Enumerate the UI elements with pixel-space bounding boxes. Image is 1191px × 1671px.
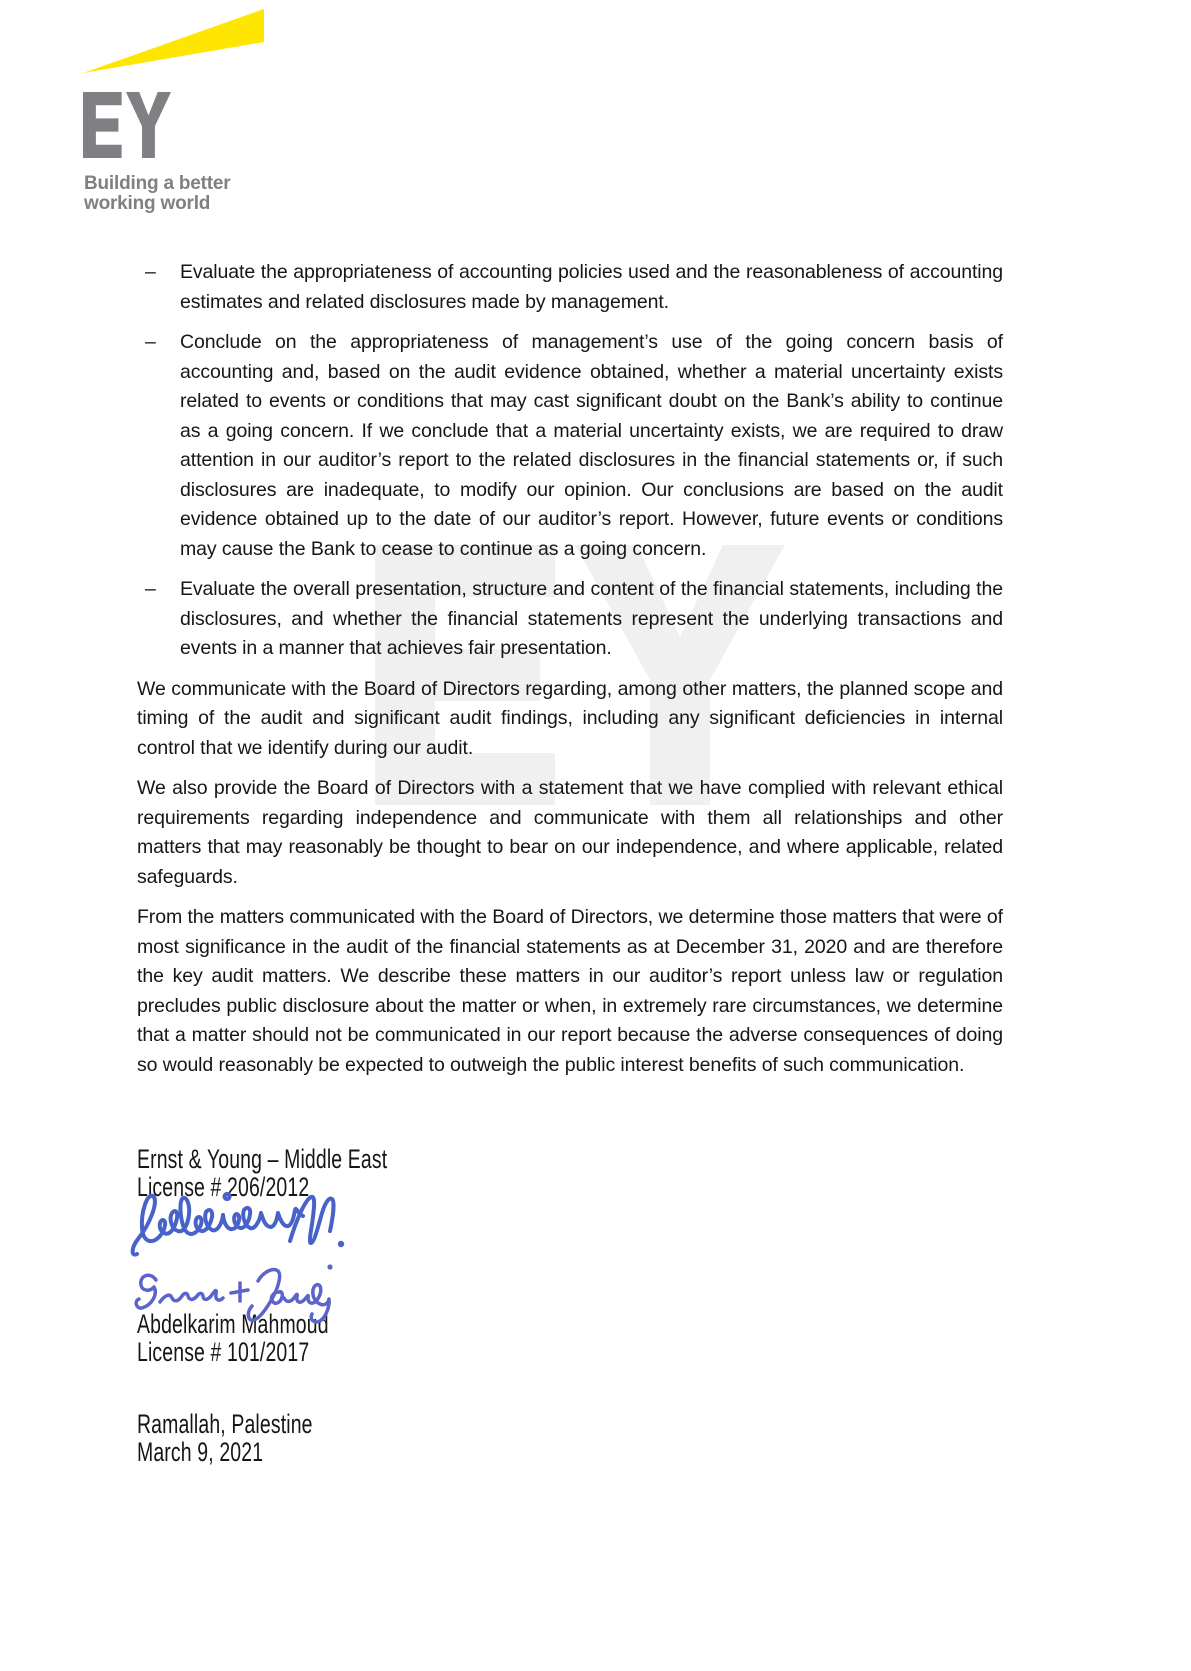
signoff-location: Ramallah, Palestine xyxy=(137,1409,313,1439)
paragraph-independence-statement: We also provide the Board of Directors with a statement that we have complied with relevant ethical requirements regarding independence and communicate with them all relationships and other matters that may reasonably be thought to bear on our independence, and where applicable, related safeguards. xyxy=(137,777,1003,888)
signoff-date: March 9, 2021 xyxy=(137,1437,264,1467)
bullet-item-going-concern xyxy=(137,328,1003,564)
bullet-text: Evaluate the appropriateness of accounting policies used and the reasonableness of accounting estimates and related disclosures made by management. xyxy=(180,261,1003,313)
signoff-location-block xyxy=(137,1410,381,1466)
bullet-dash: – xyxy=(145,331,156,353)
ey-tagline-line2: working world xyxy=(84,193,211,214)
signature-ernst-and-young xyxy=(132,1254,342,1334)
signoff-signer-license: License # 101/2017 xyxy=(137,1337,310,1367)
report-body xyxy=(137,258,1003,1091)
signoff-firm-name: Ernst & Young – Middle East xyxy=(137,1144,388,1174)
ey-tagline-line1: Building a better xyxy=(84,173,231,194)
bullet-dash: – xyxy=(145,578,156,600)
ey-logo-letters xyxy=(83,92,171,158)
bullet-item-overall-presentation xyxy=(137,575,1003,664)
signoff-firm-license: License # 206/2012 xyxy=(137,1172,310,1202)
paragraph-communicate-board: We communicate with the Board of Directors regarding, among other matters, the planned scope and timing of the audit and significant audit findings, including any significant deficiencies in internal control that we identify during our audit. xyxy=(137,677,1003,759)
bullet-dash: – xyxy=(145,261,156,283)
bullet-text: Conclude on the appropriateness of management’s use of the going concern basis of accounting and, based on the audit evidence obtained, whether a material uncertainty exists related to events or conditions that may cast significant doubt on the Bank’s ability to continue as a going concern. If we conclude that a material uncertainty exists, we are required to draw attention in our auditor’s report to the related disclosures in the financial statements or, if such disclosures are inadequate, to modify our opinion. Our conclusions are based on the audit evidence obtained up to the date of our auditor’s report. However, future events or conditions may cause the Bank to cease to continue as a going concern. xyxy=(180,331,1003,560)
signoff-signer-name: Abdelkarim Mahmoud xyxy=(137,1309,329,1339)
ey-logo-beam-icon xyxy=(83,9,264,73)
paragraph-key-audit-matters: From the matters communicated with the Board of Directors, we determine those matters that were of most significance in the audit of the financial statements as at December 31, 2020 and are therefore the key audit matters. We describe these matters in our auditor’s report unless law or regulation precludes public disclosure about the matter or when, in extremely rare circumstances, we determine that a matter should not be communicated in our report because the adverse consequences of doing so would reasonably be expected to outweigh the public interest benefits of such communication. xyxy=(137,906,1003,1076)
bullet-text: Evaluate the overall presentation, structure and content of the financial statements, including the disclosures, and whether the financial statements represent the underlying transactions and events in a manner that achieves fair presentation. xyxy=(180,578,1003,659)
ey-tagline xyxy=(84,174,231,214)
bullet-item-evaluate-policies xyxy=(137,258,1003,317)
